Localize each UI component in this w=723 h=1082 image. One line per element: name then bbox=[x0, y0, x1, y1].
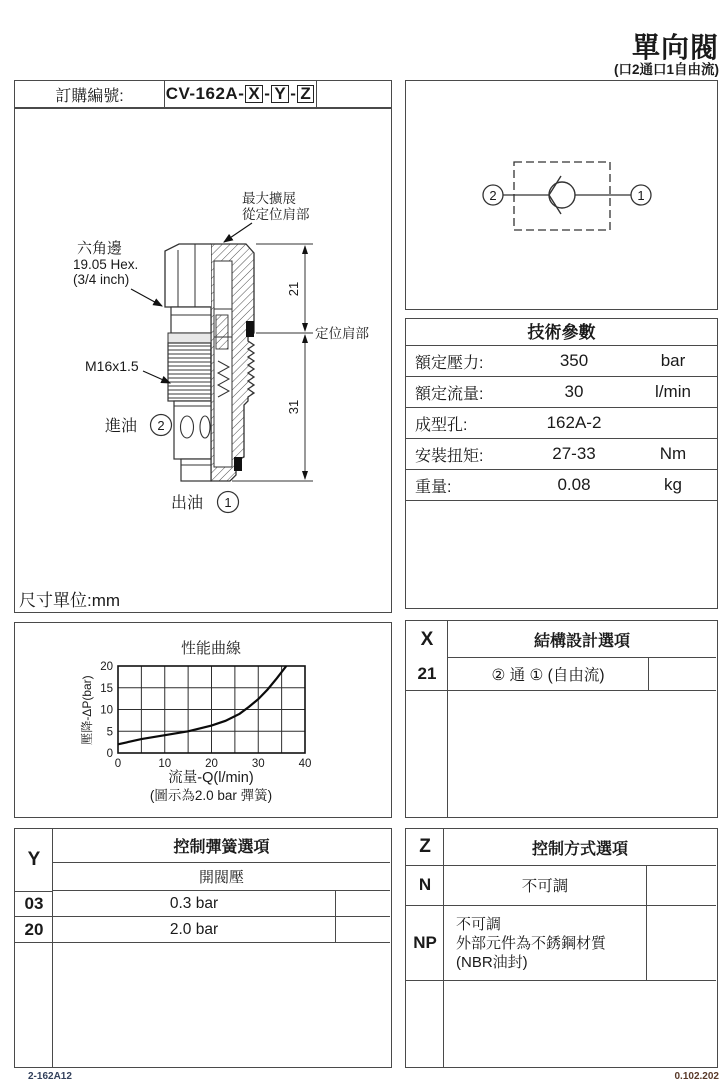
dim-21-label: 21 bbox=[286, 281, 301, 297]
footer-right-fragment bbox=[649, 1071, 719, 1082]
option-desc-line: 不可調 bbox=[456, 915, 502, 933]
option-code: 21 bbox=[417, 664, 437, 683]
footer-left-fragment bbox=[28, 1071, 138, 1082]
option-desc: 不可調 bbox=[521, 878, 569, 895]
seal-lower bbox=[234, 457, 242, 471]
x-tick-label: 30 bbox=[251, 758, 265, 770]
options-y-row-20 bbox=[15, 917, 390, 943]
performance-curve-box bbox=[14, 622, 392, 818]
x-tick-label: 40 bbox=[298, 758, 312, 770]
options-y-right-divider bbox=[335, 891, 336, 916]
order-code-dash2: - bbox=[290, 84, 297, 103]
order-number-box bbox=[14, 80, 392, 108]
y-tick-label: 5 bbox=[106, 726, 113, 739]
valve-drawing-box bbox=[14, 108, 392, 613]
option-desc: ② 通 ① (自由流) bbox=[491, 667, 605, 684]
tech-value: 162A-2 bbox=[546, 413, 602, 432]
inlet-port-hole bbox=[181, 416, 194, 438]
outlet-label: 出油 bbox=[171, 495, 204, 512]
tech-label: 額定流量: bbox=[415, 385, 484, 403]
thread-label: M16x1.5 bbox=[85, 358, 139, 374]
chart-caption: (圖示為2.0 bar 彈簧) bbox=[149, 788, 273, 803]
y-tick-label: 15 bbox=[100, 682, 113, 695]
tech-unit: l/min bbox=[655, 382, 691, 401]
dimension-unit-note: 尺寸單位:mm bbox=[19, 591, 121, 610]
symbol-port-2-number: 2 bbox=[489, 188, 497, 203]
options-z-right-divider bbox=[646, 865, 647, 905]
dim-31-label: 31 bbox=[286, 399, 301, 415]
order-code-y: Y bbox=[271, 85, 289, 103]
inlet-port-number: 2 bbox=[157, 418, 165, 433]
tech-value: 27-33 bbox=[552, 444, 596, 463]
tech-unit: kg bbox=[664, 475, 682, 494]
y-tick-label: 20 bbox=[100, 661, 113, 673]
x-tick-label: 20 bbox=[205, 758, 218, 770]
tech-unit: bar bbox=[660, 351, 686, 370]
tech-row-pressure bbox=[406, 346, 717, 377]
options-y-title: 控制彈簧選項 bbox=[53, 829, 390, 863]
page-subtitle: (口2通口1自由流) bbox=[613, 62, 719, 77]
y-tick-label: 10 bbox=[100, 704, 113, 717]
footer-left-text: 2-162A12 bbox=[28, 1071, 72, 1082]
options-y-box bbox=[14, 828, 392, 1068]
options-z-key: Z bbox=[419, 836, 431, 857]
hex-label-2: 19.05 Hex. bbox=[73, 257, 139, 272]
options-z-right-divider bbox=[646, 906, 647, 980]
performance-curve-line bbox=[118, 666, 286, 744]
options-z-row-n bbox=[406, 865, 716, 906]
order-number-code bbox=[165, 81, 317, 107]
tech-value: 30 bbox=[564, 382, 584, 401]
option-desc-line: (NBR油封) bbox=[456, 953, 528, 971]
order-code-z: Z bbox=[297, 85, 314, 103]
tech-row-weight bbox=[406, 470, 717, 501]
symbol-port-1-number: 1 bbox=[637, 188, 645, 203]
tech-unit: Nm bbox=[659, 444, 687, 463]
option-desc-line: 外部元件為不銹鋼材質 bbox=[456, 934, 607, 952]
options-x-key: X bbox=[420, 628, 434, 650]
external-thread bbox=[168, 343, 211, 401]
option-code: 20 bbox=[24, 919, 44, 939]
tech-label: 額定壓力: bbox=[415, 354, 484, 372]
seal-upper bbox=[246, 321, 254, 337]
option-code: N bbox=[418, 875, 432, 894]
options-x-box bbox=[405, 620, 718, 818]
x-tick-label: 0 bbox=[114, 758, 122, 770]
chart-title: 性能曲線 bbox=[180, 640, 242, 657]
order-number-label: 訂購編號: bbox=[15, 81, 165, 107]
tech-value: 350 bbox=[559, 351, 589, 370]
inlet-label: 進油 bbox=[105, 418, 138, 435]
valve-neck bbox=[171, 307, 211, 333]
option-code: 03 bbox=[24, 893, 44, 913]
symbol-envelope bbox=[514, 162, 610, 230]
options-x-row-21 bbox=[406, 658, 716, 691]
inlet-port-hole-2 bbox=[200, 416, 210, 438]
options-z-row-np bbox=[406, 906, 716, 981]
check-valve-symbol bbox=[406, 81, 716, 308]
section-poppet bbox=[216, 315, 228, 349]
hex-head bbox=[165, 244, 211, 307]
outlet-port-number: 1 bbox=[224, 495, 232, 510]
tech-row-torque bbox=[406, 439, 717, 470]
valve-section-drawing bbox=[15, 109, 390, 589]
tech-label: 成型孔: bbox=[415, 416, 468, 434]
options-x-title: 結構設計選項 bbox=[448, 621, 716, 658]
options-y-row-03 bbox=[15, 891, 390, 917]
order-code-dash1: - bbox=[264, 84, 271, 103]
max-expansion-label-1: 最大擴展 bbox=[242, 191, 296, 206]
options-z-box bbox=[405, 828, 718, 1068]
order-code-prefix: CV-162A- bbox=[165, 84, 245, 103]
footer-right-text: 0.102.202 bbox=[674, 1071, 719, 1082]
shoulder-label: 定位肩部 bbox=[315, 326, 369, 341]
options-y-right-divider bbox=[335, 917, 336, 942]
options-y-subtitle: 開閥壓 bbox=[53, 863, 390, 891]
option-desc-multiline bbox=[456, 906, 646, 980]
hex-label-3: (3/4 inch) bbox=[73, 272, 130, 287]
chart-xlabel: 流量-Q(l/min) bbox=[168, 770, 254, 786]
tech-params-box bbox=[405, 318, 718, 609]
tech-params-title: 技術參數 bbox=[406, 319, 717, 346]
y-tick-label: 0 bbox=[106, 748, 113, 760]
order-code-x: X bbox=[245, 85, 263, 103]
option-desc: 0.3 bar bbox=[169, 894, 219, 912]
option-code: NP bbox=[413, 933, 437, 952]
page-title: 單向閥 bbox=[631, 32, 719, 63]
options-z-title: 控制方式選項 bbox=[531, 840, 628, 858]
options-x-right-divider bbox=[648, 658, 649, 690]
tech-row-flow bbox=[406, 377, 717, 408]
option-desc: 2.0 bar bbox=[169, 920, 219, 938]
tech-row-cavity bbox=[406, 408, 717, 439]
symbol-ball-icon bbox=[549, 182, 575, 208]
performance-curve-chart bbox=[15, 623, 390, 816]
x-tick-label: 10 bbox=[158, 758, 172, 770]
valve-nose bbox=[181, 459, 211, 481]
chart-ylabel: 壓降-ΔP(bar) bbox=[80, 675, 94, 745]
tech-label: 安裝扭矩: bbox=[415, 447, 484, 465]
max-expansion-label-2: 從定位肩部 bbox=[242, 207, 310, 222]
tech-value: 0.08 bbox=[557, 475, 591, 494]
tech-label: 重量: bbox=[415, 478, 452, 496]
seal-stack bbox=[168, 333, 211, 343]
hydraulic-symbol-box bbox=[405, 80, 718, 310]
hex-label-1: 六角邊 bbox=[77, 240, 123, 257]
options-y-key: Y bbox=[27, 849, 41, 870]
